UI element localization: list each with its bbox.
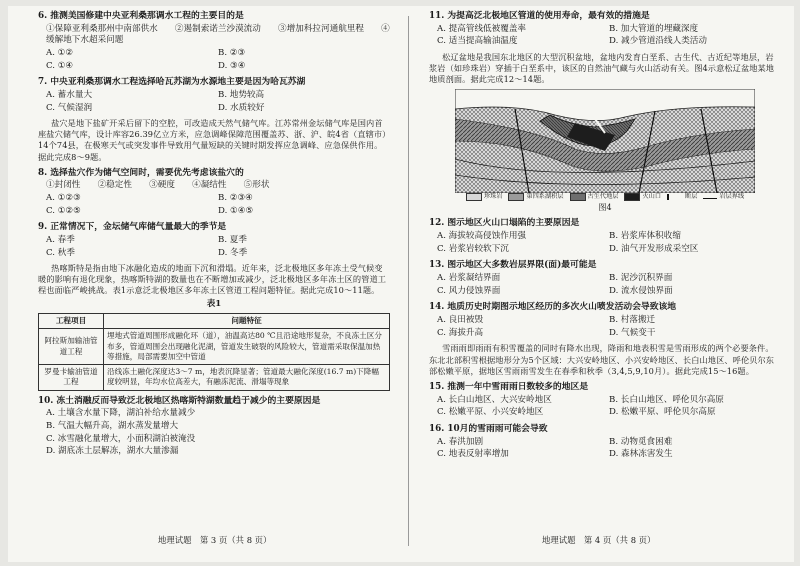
option[interactable]: B. 长白山地区、呼伦贝尔高原 bbox=[609, 394, 724, 405]
option[interactable]: A. 海拔较高侵蚀作用强 bbox=[437, 231, 527, 242]
question-10-option bbox=[46, 434, 390, 446]
option[interactable]: A. ①②③ bbox=[46, 193, 81, 204]
option[interactable]: A. 蓄水量大 bbox=[46, 90, 93, 101]
page-3-footer: 地理试题 第 3 页（共 8 页） bbox=[158, 535, 272, 545]
option[interactable]: A. 提高管线低被覆盖率 bbox=[437, 23, 527, 34]
question-11-options bbox=[437, 36, 781, 48]
option[interactable]: B. 岩浆库体积收缩 bbox=[609, 231, 681, 242]
question-6-choices: ①保障亚利桑那州中南部供水 ②遏制索诺兰沙漠流动 ③增加科拉河通航里程 ④缓解地下水超采问题 bbox=[46, 23, 390, 46]
question-13-stem: 13. 图示地区大多数岩层界限(面)最可能是 bbox=[429, 260, 597, 271]
cross-section-diagram bbox=[455, 89, 755, 193]
geologic-cross-section-figure bbox=[429, 89, 781, 213]
reading-passage-salt-cavern: 盐穴是地下盐矿开采后留下的空腔，可改造成天然气储气库。江苏常州金坛储气库是国内首座盐穴储气库，设计库容26.39亿立方米，应急调峰保障范围覆盖苏、浙、沪、皖4省（直辖市）14个74县，在极寒天气或突发事件导致用气量短缺的关键时期发挥应急调峰、应急保供作用。据此完成8～9题。 bbox=[38, 118, 387, 162]
question-9-options bbox=[46, 235, 390, 247]
legend-item: 火山口 bbox=[624, 193, 661, 201]
table-header: 问题特征 bbox=[104, 314, 390, 329]
option[interactable]: D. 松嫩平原、呼伦贝尔高原 bbox=[609, 407, 716, 418]
option[interactable]: A. 长白山地区、大兴安岭地区 bbox=[437, 394, 552, 405]
boundary-line-icon bbox=[703, 195, 717, 199]
question-11-stem: 11. 为提高泛北极地区管道的使用寿命，最有效的措施是 bbox=[429, 11, 650, 21]
table-cell: 阿拉斯加输油管道工程 bbox=[39, 329, 104, 365]
option[interactable]: B. 动物觅食困难 bbox=[609, 436, 673, 447]
option[interactable]: B. 夏季 bbox=[218, 235, 247, 246]
question-9-stem: 9. 正常情况下，金坛储气库储气量最大的季节是 bbox=[38, 222, 227, 233]
question-8-stem: 8. 选择盐穴作为储气空间时，需要优先考虑该盐穴的 bbox=[38, 167, 244, 178]
question-14-options bbox=[437, 315, 781, 327]
option[interactable]: D. 冬季 bbox=[218, 247, 248, 258]
option[interactable]: A. ①② bbox=[46, 48, 74, 59]
question-10-option bbox=[46, 408, 390, 420]
option[interactable]: A. 春洪加剧 bbox=[437, 436, 484, 447]
page-4 bbox=[429, 6, 781, 461]
option[interactable]: D. 减少管道沿线人类活动 bbox=[609, 36, 707, 47]
question-8-options bbox=[46, 193, 390, 205]
table-header: 工程项目 bbox=[39, 314, 104, 329]
option[interactable]: D. ③④ bbox=[218, 60, 246, 71]
question-16-stem: 16. 10月的雪雨雨可能会导致 bbox=[429, 423, 548, 434]
solid-swatch-icon bbox=[624, 193, 640, 201]
question-6-options bbox=[46, 61, 390, 73]
option[interactable]: C. ①②⑤ bbox=[46, 205, 81, 216]
question-10-option bbox=[46, 446, 390, 458]
reading-passage-thermokarst: 热喀斯特是指由地下冰融化造成的地面下沉和滑塌。近年来，泛北极地区多年冻土受气候变暖的影响有退化现象，热喀斯特湖的数量也在不断增加或减少，泛北极地区多年冻土区的管道工程也面临严峻挑战。表1示意泛北极地区多年冻土区管道工程问题特征。据此完成10～11题。 bbox=[38, 263, 387, 296]
question-8-options bbox=[46, 206, 390, 218]
table-title: 表1 bbox=[206, 299, 222, 310]
option[interactable]: B. 气温大幅升高，湖水蒸发量增大 bbox=[46, 421, 179, 432]
option[interactable]: C. 地表反射率增加 bbox=[437, 449, 509, 460]
table-cell: 沿线冻土融化深度达3～7 m，地表沉降显著；管道最大融化深度(16.7 m)下降幅度较明显，年均水位高差大，有融冻泥流、滑塌等现象 bbox=[104, 365, 390, 391]
question-10-stem: 10. 冻土消融反而导致泛北极地区热喀斯特湖数量趋于减少的主要原因是 bbox=[38, 395, 321, 406]
reading-passage-rain-on-snow: 雪雨雨即雨雨有积雪覆盖的同时有降水出现，降雨和地表积雪是雪雨形成的两个必要条件。东北北部积雪根据地形分为5个区域：大兴安岭地区、小兴安岭地区、长白山地区、呼伦贝尔东部松嫩平原，据地区雪雨雨雪发生在春季和秋季（3,4,5,9,10月）。据此完成15～16题。 bbox=[429, 343, 775, 376]
question-13-options bbox=[437, 273, 781, 285]
legend-item: 断层 bbox=[667, 193, 697, 201]
option[interactable]: B. 村落搬迁 bbox=[609, 315, 656, 326]
question-15-options bbox=[437, 407, 781, 419]
option[interactable]: B. 地势较高 bbox=[218, 90, 265, 101]
dotted-swatch-icon bbox=[466, 193, 482, 201]
question-7-options bbox=[46, 90, 390, 102]
table-header-row bbox=[39, 314, 390, 329]
option[interactable]: A. 土壤含水量下降，湖泊补给水量减少 bbox=[46, 408, 196, 419]
option[interactable]: D. 气候变干 bbox=[609, 327, 656, 338]
question-7-options bbox=[46, 103, 390, 115]
option[interactable]: D. ①④⑤ bbox=[218, 205, 254, 216]
fault-line-icon bbox=[667, 194, 683, 200]
option[interactable]: B. 加大管道的埋藏深度 bbox=[609, 23, 699, 34]
figure-legend bbox=[429, 193, 781, 201]
option[interactable]: D. 流水侵蚀界面 bbox=[609, 285, 673, 296]
option[interactable]: D. 湖底冻土层解冻，湖水大量渗漏 bbox=[46, 446, 179, 457]
reading-passage-songliao-basin: 松辽盆地是我国东北地区的大型沉积盆地，盆地内发育白垩系、古生代、古近纪等地层，岩浆岩（如珍珠岩）穿插于白垩系中，该区的自然油气藏与火山活动有关。图4示意松辽盆地某地地质剖面。据此完成12～14题。 bbox=[429, 52, 775, 85]
option[interactable]: D. 油气开发形成采空区 bbox=[609, 243, 699, 254]
table-row bbox=[39, 329, 390, 365]
column-divider bbox=[408, 16, 409, 546]
crosshatch-swatch-icon bbox=[570, 193, 586, 201]
option[interactable]: C. ①④ bbox=[46, 60, 74, 71]
exam-sheet bbox=[8, 6, 794, 562]
hatched-swatch-icon bbox=[508, 193, 524, 201]
question-6-options bbox=[46, 48, 390, 60]
option[interactable]: D. 森林冻害发生 bbox=[609, 449, 673, 460]
question-9-options bbox=[46, 248, 390, 260]
legend-item: 第四系湖积层 bbox=[508, 193, 563, 201]
page-4-footer: 地理试题 第 4 页（共 8 页） bbox=[542, 535, 656, 545]
option[interactable]: C. 海拔升高 bbox=[437, 327, 484, 338]
question-14-stem: 14. 地质历史时期图示地区经历的多次火山喷发活动会导致该地 bbox=[429, 302, 677, 313]
question-7-stem: 7. 中央亚利桑那调水工程选择哈瓦苏湖为水源地主要是因为哈瓦苏湖 bbox=[38, 77, 306, 88]
option[interactable]: C. 气候湿润 bbox=[46, 102, 93, 113]
legend-item: 岩层界线 bbox=[703, 193, 744, 201]
legend-item: 珍珠岩 bbox=[466, 193, 503, 201]
figure-caption: 图4 bbox=[598, 202, 612, 212]
option[interactable]: C. 岩浆岩较软下沉 bbox=[437, 243, 509, 254]
page-3 bbox=[38, 6, 390, 458]
option[interactable]: B. ②③④ bbox=[218, 193, 253, 204]
question-6-stem: 6. 推测美国修建中央亚利桑那调水工程的主要目的是 bbox=[38, 11, 244, 21]
question-8-choices: ①封闭性 ②稳定性 ③硬度 ④凝结性 ⑤形状 bbox=[46, 180, 270, 191]
question-16-options bbox=[437, 437, 781, 449]
question-10-option bbox=[46, 421, 390, 433]
question-15-options bbox=[437, 395, 781, 407]
option[interactable]: B. ②③ bbox=[218, 48, 246, 59]
question-15-stem: 15. 推测一年中雪雨雨日数较多的地区是 bbox=[429, 381, 589, 392]
option[interactable]: C. 秋季 bbox=[46, 247, 75, 258]
pipeline-problem-table bbox=[38, 313, 390, 391]
legend-item: 古生代地层 bbox=[570, 193, 619, 201]
question-12-stem: 12. 图示地区火山口塌陷的主要原因是 bbox=[429, 218, 580, 229]
option[interactable]: C. 风力侵蚀界面 bbox=[437, 285, 501, 296]
question-16-options bbox=[437, 449, 781, 461]
table-cell: 罗曼卡输油管道工程 bbox=[39, 365, 104, 391]
question-13-options bbox=[437, 286, 781, 298]
question-12-options bbox=[437, 231, 781, 243]
table-cell: 埋地式管道周围形成融化环（道），油温高达80 ℃且沿途地形复杂，不良冻土区分布多，管道周围会出现融化泥湖，管道发生破裂的风险较大，管道需采取保温加热等措施，局部需要加空中管道 bbox=[104, 329, 390, 365]
question-12-options bbox=[437, 244, 781, 256]
option[interactable]: C. 冰雪融化量增大，小面积湖泊被淹没 bbox=[46, 433, 196, 444]
table-row bbox=[39, 365, 390, 391]
option[interactable]: D. 水质较好 bbox=[218, 102, 265, 113]
option[interactable]: A. 岩浆凝结界面 bbox=[437, 273, 501, 284]
option[interactable]: B. 泥沙沉积界面 bbox=[609, 273, 673, 284]
option[interactable]: C. 适当提高输油温度 bbox=[437, 36, 518, 47]
question-14-options bbox=[437, 328, 781, 340]
option[interactable]: A. 良田被毁 bbox=[437, 315, 484, 326]
question-11-options bbox=[437, 24, 781, 36]
option[interactable]: A. 春季 bbox=[46, 235, 75, 246]
option[interactable]: C. 松嫩平原、小兴安岭地区 bbox=[437, 407, 544, 418]
